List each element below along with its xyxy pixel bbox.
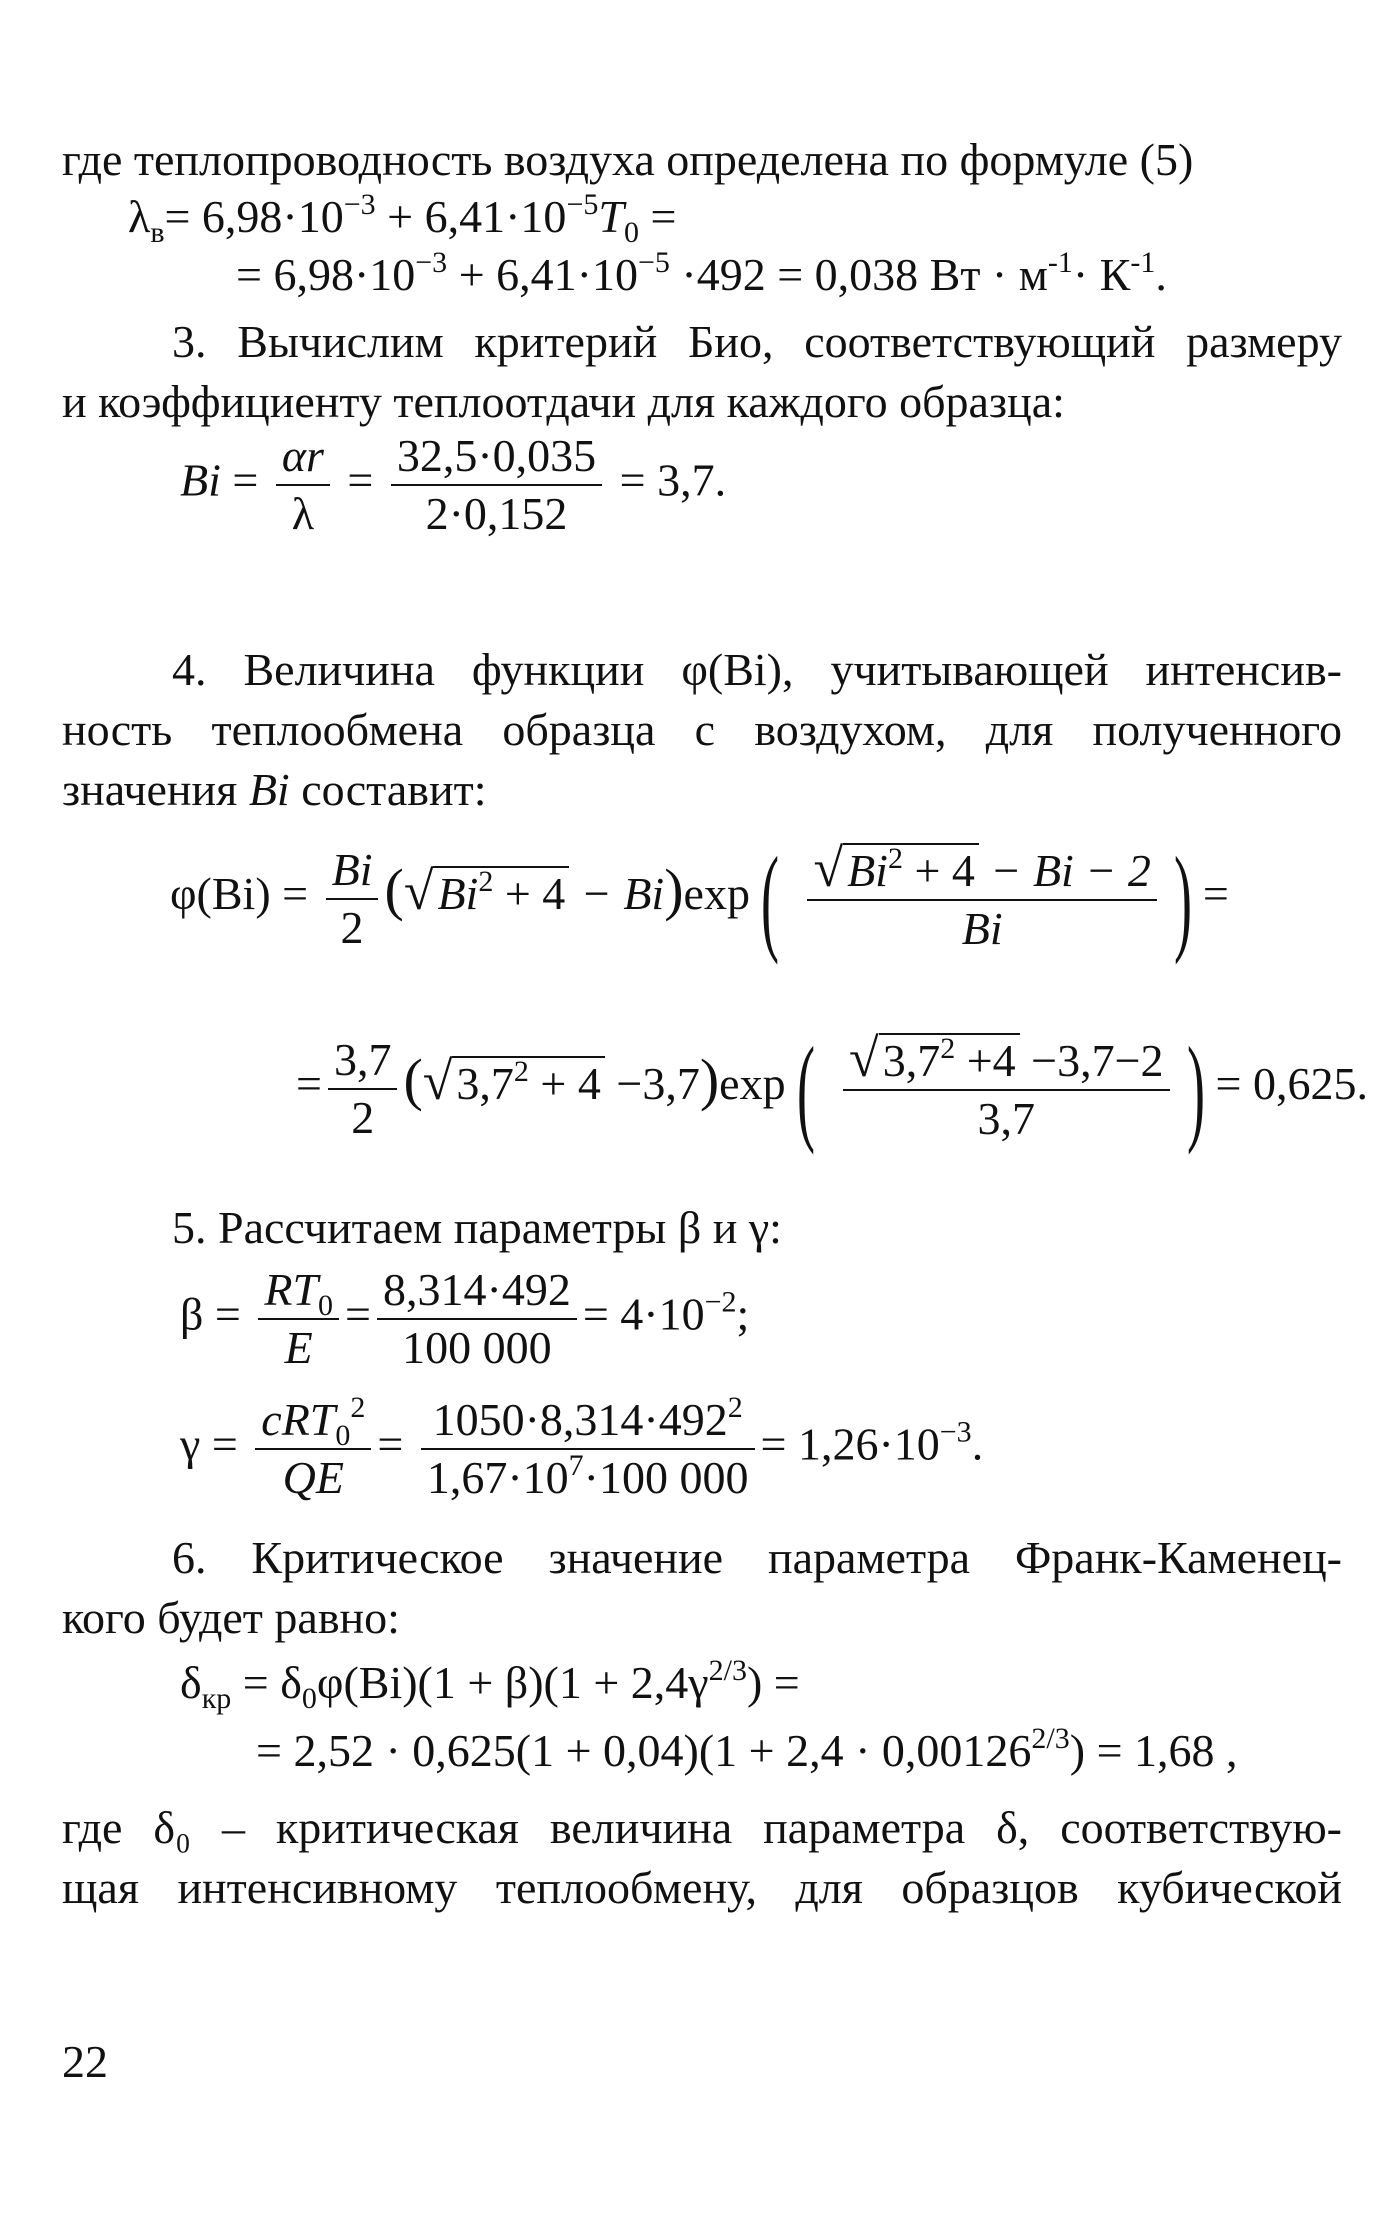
phi-equation-numeric: = $\frac{3,7}{2}$ $(√3,7^2 + 4 -3,7)\exp$( $\frac{√3,7^2 +4 -3,7-2}{3,7}$ ) = 0,625. xyxy=(296,1021,1368,1155)
step4-line3: значения Bi составит: xyxy=(62,764,487,815)
step4-line2: ность теплообмена образца с воздухом, для полученного xyxy=(62,704,1342,755)
step3-line1: 3. Вычислим критерий Био, соответствующий размеру xyxy=(172,316,1342,367)
delta-equation-line2: = $2,52 \cdot 0,625(1 + 0,04)(1 + 2,4 \cdot 0,00126^{2/3}) = 1,68$ , xyxy=(256,1722,1238,1776)
closing-line1: где δ₀ – критическая величина параметра δ, соответствую- xyxy=(62,1802,1342,1853)
step6-line2: кого будет равно: xyxy=(62,1592,400,1643)
closing-line2: щая интенсивному теплообмену, для образцов кубической xyxy=(62,1862,1342,1913)
step5-line: 5. Рассчитаем параметры β и γ: xyxy=(172,1202,782,1253)
intro-paragraph: где теплопроводность воздуха определена по формуле (5) xyxy=(62,134,1194,185)
lambda-equation-line2: = $6,98\cdot 10^{-3} + 6,41\cdot 10^{-5} \cdot 492 = 0,038$ Вт · $м^{-1}\cdot К^{-1}$. xyxy=(236,246,1167,300)
phi-equation-symbolic: φ(Bi) = $\frac{Bi}{2}$ $(√Bi^2 + 4 - Bi)\exp$( $\frac{√Bi^2 + 4 - Bi - 2}{Bi}$ ) = xyxy=(170,831,1229,965)
step4-line1: 4. Величина функции φ(Bi), учитывающей интенсив- xyxy=(172,644,1342,695)
beta-equation: β = $\frac{RT_0}{E}$ = $\frac{8,314\cdot 492}{100 000}$ = $4\cdot 10^{-2}$; xyxy=(180,1264,750,1373)
step3-line2: и коэффициенту теплоотдачи для каждого образца: xyxy=(62,376,1065,427)
gamma-equation: γ = $\frac{cRT_0^2}{QE}$ = $\frac{1050\cdot 8,314\cdot 492^2}{1,67\cdot 10^7\cdot 100 000}$ = $1,26\cdot 10^{-3}$. xyxy=(180,1391,984,1503)
bi-equation: Bi = $\frac{\alpha r}{\lambda}$ = $\frac{32,5\cdot 0,035}{2\cdot 0,152}$ = 3,7. xyxy=(180,430,727,539)
page-number: 22 xyxy=(62,2036,108,2087)
step6-line1: 6. Критическое значение параметра Франк-Каменец- xyxy=(172,1532,1342,1583)
lambda-equation-line1: $\lambda_в= 6,98\cdot 10^{-3} + 6,41\cdot 10^{-5}T_0$ = xyxy=(128,188,677,249)
delta-equation-line1: $\delta_{кр} = \delta_0\varphi(Bi)(1 + \beta)(1 + 2,4\gamma^{2/3})$ = xyxy=(180,1654,800,1715)
